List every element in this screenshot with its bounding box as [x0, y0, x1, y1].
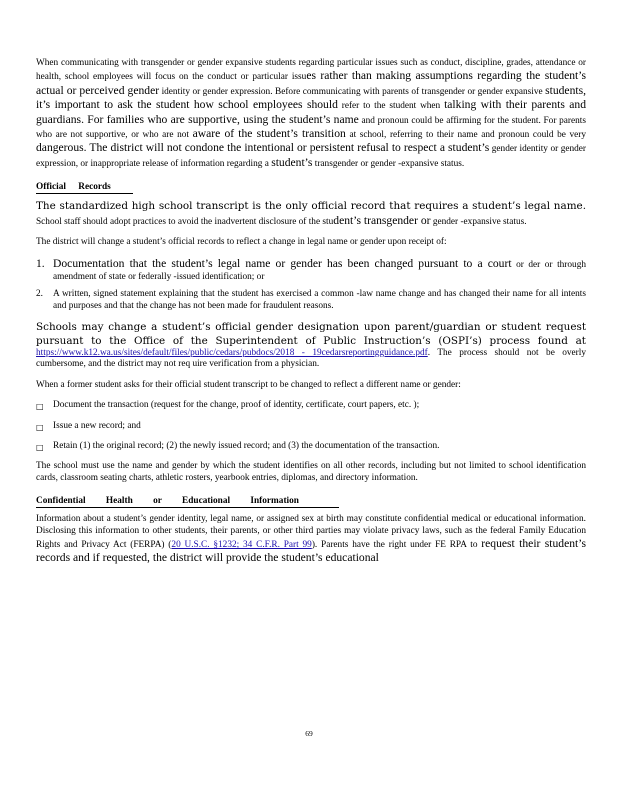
intro-text-3: refer to the student when: [341, 101, 441, 112]
ospi-guidance-link[interactable]: https://www.k12.wa.us/sites/default/files/public/cedars/pubdocs/2018 - 19cedarsreportingguidance.pdf: [36, 347, 428, 358]
list-item: [36, 441, 586, 452]
official-paragraph-3: [36, 321, 586, 371]
intro-bold-4: aware of the student’s transition: [192, 127, 346, 141]
intro-bold-2: students, it’s important to ask the student how school employees should: [36, 83, 587, 112]
intro-text-7: transgender or gender -expansive status.: [314, 158, 465, 169]
confidential-heading: Confidential Health or Educational Information: [36, 495, 339, 508]
official-paragraph-2: The district will change a student’s official records to reflect a change in legal name or gender upon receipt of:: [36, 237, 447, 248]
official-bold-2: dent’s transgender or: [333, 213, 431, 227]
bullet-box-icon: □: [36, 442, 44, 452]
official-text-3: . The process should not be overly cumbersome, and the district may not req uire verification from a physician.: [36, 347, 587, 370]
bullet-text: Issue a new record; and: [53, 420, 141, 431]
intro-text-4: and pronoun could be affirming for the student. For parents who are not supportive, or who are not: [36, 115, 587, 141]
official-text-1: School staff should adopt practices to avoid the inadvertent disclosure of the stu: [36, 216, 334, 227]
intro-text-5: at school, referring to their name and pronoun could be very: [349, 130, 587, 141]
official-paragraph-5: The school must use the name and gender by which the student identifies on all other records, including but not limited to school identification cards, classroom seating charts, athletic rosters, yearbook entries, diplomas, and directory information.: [36, 461, 586, 483]
list-item-number: 2.: [36, 289, 43, 300]
list-item-text: A written, signed statement explaining that the student has exercised a common -law name change and has changed their name for all intents and purposes and that the change has not been made for fraudulent reasons.: [53, 289, 586, 311]
confidential-bold-1: request their student’s records and if requested, the district will provide the student’s educational: [36, 536, 587, 565]
list-item-text: or der or through amendment of state or federally -issued identification; or: [53, 260, 586, 282]
bullet-text: Document the transaction (request for the change, proof of identity, certificate, court papers, etc. );: [53, 400, 420, 411]
list-item-number: 1.: [36, 257, 45, 271]
intro-bold-5: dangerous. The district will not condone the intentional or persistent refusal to respect a student’s: [36, 141, 490, 155]
confidential-text-2: ). Parents have the right under FE RPA to: [311, 539, 478, 550]
official-bold-3: Schools may change a student’s official gender designation upon parent/guardian or student request pursuant to the Office of the Superintendent of Public Instruction’s (OSPI’s) process found at: [36, 321, 586, 347]
list-item: [36, 257, 586, 283]
list-item-bold: Documentation that the student’s legal name or gender has been changed pursuant to a court: [53, 257, 512, 271]
official-paragraph-1: [36, 200, 586, 228]
intro-bold-1: es rather than making assumptions regarding the student’s actual or perceived gender: [36, 69, 586, 97]
intro-text-2: identity or gender expression. Before communicating with parents of transgender or gender expansive: [161, 86, 543, 97]
official-bold-1: The standardized high school transcript is the only official record that requires a student’s legal name.: [36, 200, 586, 213]
intro-bold-3: talking with their parents and guardians. For families who are supportive, using the student’s name: [36, 98, 587, 126]
bullet-box-icon: □: [36, 422, 44, 432]
confidential-paragraph: [36, 514, 586, 566]
intro-paragraph: [36, 58, 586, 170]
document-body: [36, 58, 586, 566]
intro-text-6: gender identity or gender expression, or inappropriate release of information regarding a: [36, 144, 586, 169]
official-paragraph-4: When a former student asks for their official student transcript to be changed to reflect a different name or gender:: [36, 379, 461, 390]
intro-text-1: When communicating with transgender or gender expansive students regarding particular issues such as conduct, discipline, grades, attendance or health, school employees will focus on the conduct or particular issu: [36, 58, 586, 83]
official-list: [36, 257, 586, 312]
list-item: [36, 400, 586, 411]
bullet-text: Retain (1) the original record; (2) the newly issued record; and (3) the documentation of the transaction.: [53, 440, 440, 451]
official-text-2: gender -expansive status.: [432, 216, 527, 227]
official-records-heading: Official Records: [36, 181, 133, 194]
list-item: [36, 421, 586, 432]
page-number: 69: [305, 729, 313, 738]
confidential-text-1: Information about a student’s gender identity, legal name, or assigned sex at birth may constitute confidential medical or educational information. Disclosing this information to other students, their parents, or other third parties may violate privacy laws, such as the federal Family Education Rights and Privacy Act (FERPA) (: [36, 514, 586, 550]
official-bullet-list: [36, 400, 586, 452]
list-item: [36, 289, 586, 312]
ferpa-citation-link[interactable]: 20 U.S.C. §1232; 34 C.F.R. Part 99: [171, 539, 312, 550]
bullet-box-icon: □: [36, 402, 44, 412]
intro-bold-6: student’s: [271, 155, 313, 169]
